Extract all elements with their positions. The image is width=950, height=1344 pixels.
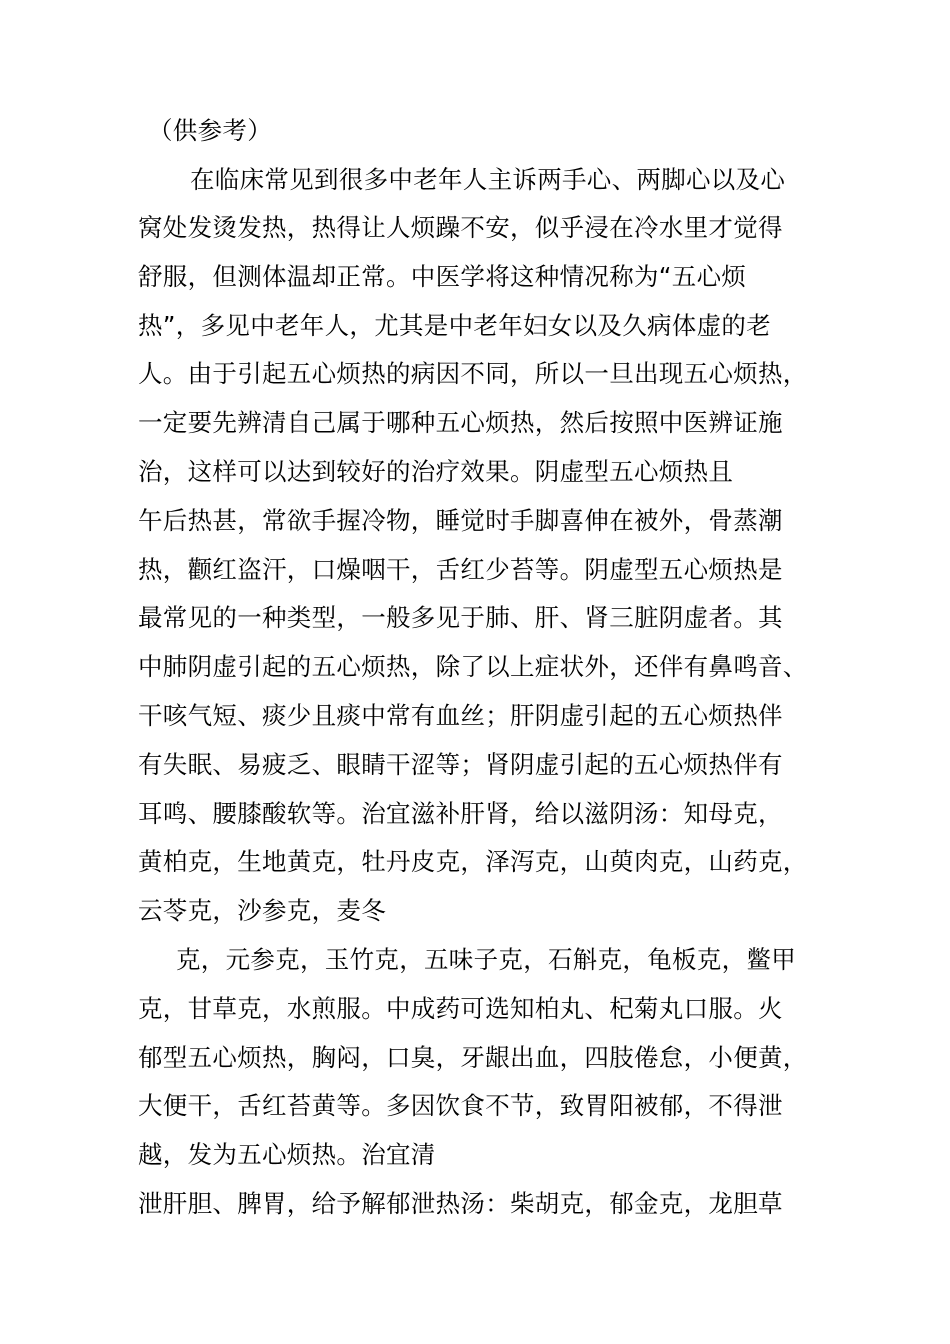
paragraph-line: 中肺阴虚引起的五心烦热，除了以上症状外，还伴有鼻鸣音、 (138, 652, 808, 681)
paragraph-line: 克，元参克，玉竹克，五味子克，石斛克，龟板克，鳖甲 (176, 945, 796, 974)
paragraph-line: 热”，多见中老年人，尤其是中老年妇女以及久病体虚的老 (138, 311, 771, 340)
paragraph-line: 云苓克，沙参克，麦冬 (138, 896, 386, 925)
paragraph-line: 窝处发烫发热，热得让人烦躁不安，似乎浸在冷水里才觉得 (138, 213, 783, 242)
paragraph-line: 泄肝胆、脾胃，给予解郁泄热汤：柴胡克，郁金克，龙胆草 (138, 1189, 783, 1218)
paragraph-line: 治，这样可以达到较好的治疗效果。阴虚型五心烦热且 (138, 457, 734, 486)
paragraph-line: 大便干，舌红苔黄等。多因饮食不节，致胃阳被郁，不得泄 (138, 1091, 783, 1120)
paragraph-line: 耳鸣、腰膝酸软等。治宜滋补肝肾，给以滋阴汤：知母克， (138, 799, 783, 828)
paragraph-line: 舒服，但测体温却正常。中医学将这种情况称为“五心烦 (138, 262, 747, 291)
paragraph-line: 最常见的一种类型，一般多见于肺、肝、肾三脏阴虚者。其 (138, 603, 783, 632)
paragraph-line: 午后热甚，常欲手握冷物，睡觉时手脚喜伸在被外，骨蒸潮 (138, 506, 783, 535)
paragraph-line: 在临床常见到很多中老年人主诉两手心、两脚心以及心 (190, 165, 786, 194)
paragraph-line: 郁型五心烦热，胸闷，口臭，牙龈出血，四肢倦怠，小便黄， (138, 1043, 808, 1072)
paragraph-line: 人。由于引起五心烦热的病因不同，所以一旦出现五心烦热， (138, 359, 808, 388)
paragraph-line: 干咳气短、痰少且痰中常有血丝；肝阴虚引起的五心烦热伴 (138, 701, 783, 730)
paragraph-line: 越，发为五心烦热。治宜清 (138, 1140, 436, 1169)
paragraph-line: 热，颧红盗汗，口燥咽干，舌红少苔等。阴虚型五心烦热是 (138, 555, 783, 584)
paragraph-line: 一定要先辨清自己属于哪种五心烦热，然后按照中医辨证施 (138, 408, 783, 437)
paragraph-line: 有失眠、易疲乏、眼睛干涩等；肾阴虚引起的五心烦热伴有 (138, 750, 783, 779)
paragraph-line: 黄柏克，生地黄克，牡丹皮克，泽泻克，山萸肉克，山药克， (138, 847, 808, 876)
paragraph-line: 克，甘草克，水煎服。中成药可选知柏丸、杞菊丸口服。火 (138, 994, 783, 1023)
reference-note: （供参考） (148, 116, 272, 145)
